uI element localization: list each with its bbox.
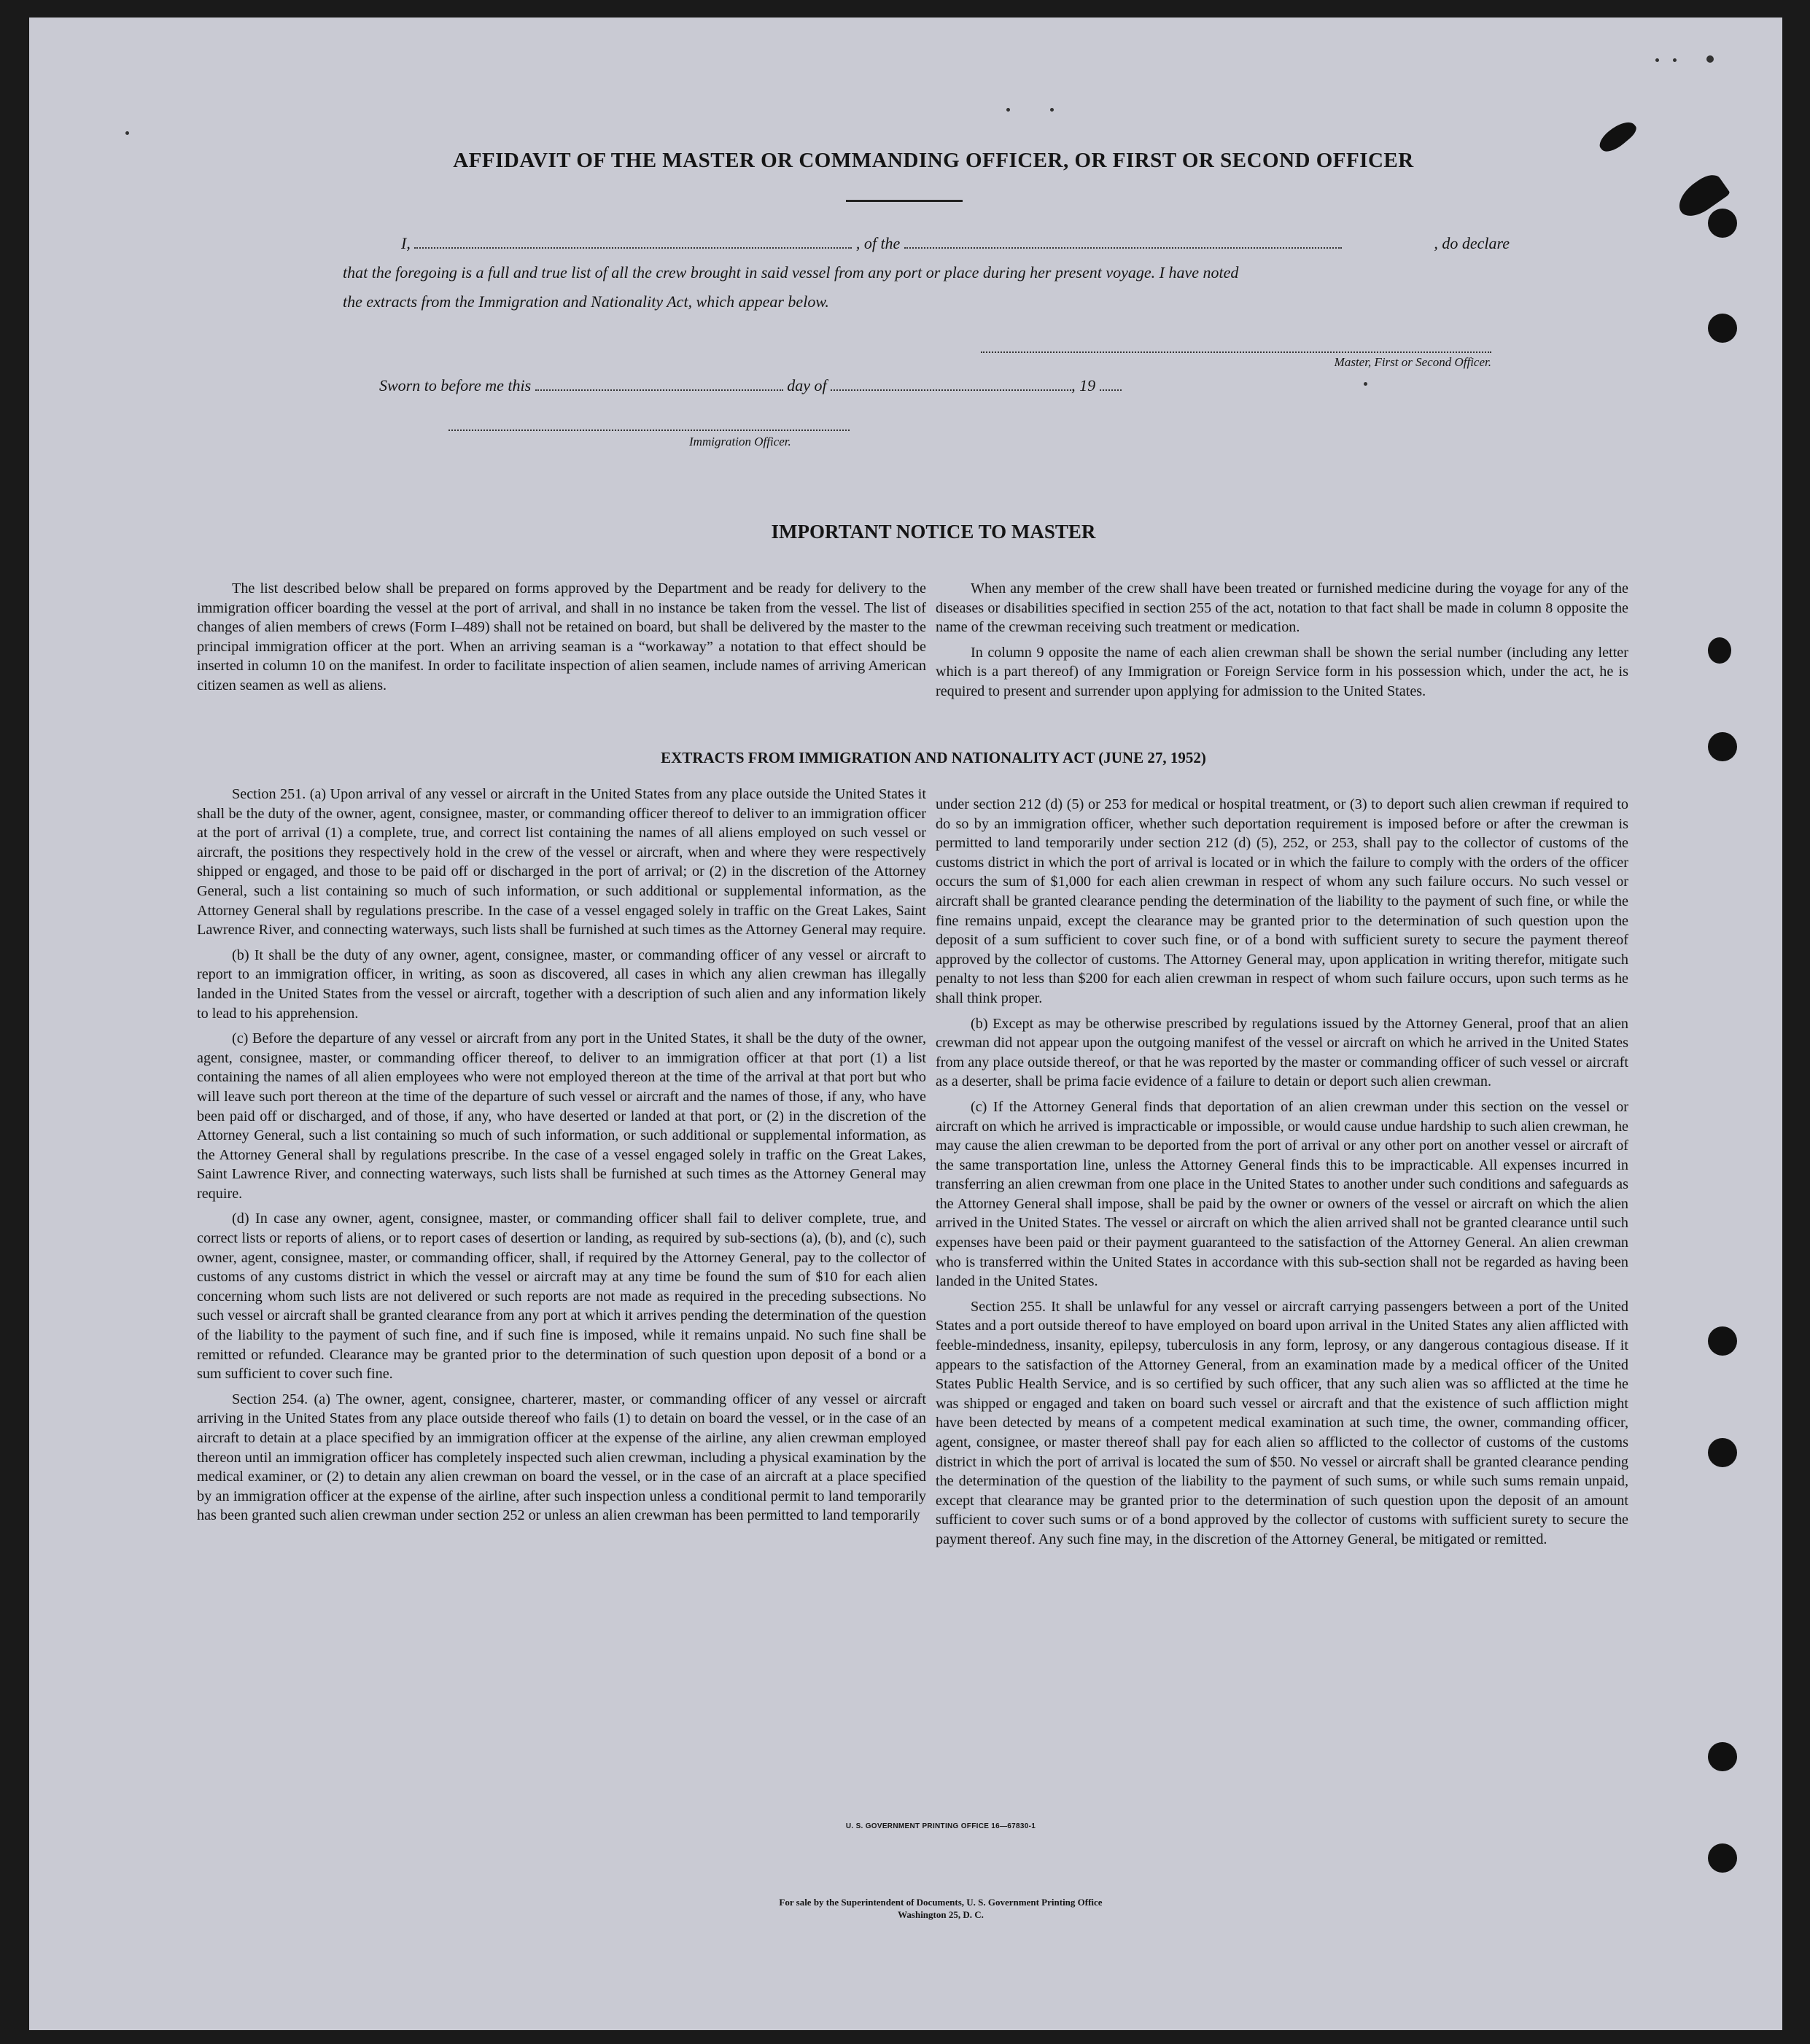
sworn-day-field[interactable] <box>535 376 783 391</box>
affidavit-title: AFFIDAVIT OF THE MASTER OR COMMANDING OFFICER, OR FIRST OR SECOND OFFICER <box>453 149 1414 172</box>
notice-paragraph: The list described below shall be prepared on forms approved by the Department and be ready for delivery to the immigration officer boarding the vessel at the port of arrival, and shall in no instance be taken from the vessel. The list of changes of alien members of crews (Form I–489) shall not be retained on board, but shall be delivered by the master to the principal immigration officer at the port. When an arriving seaman is a “workaway” a notation to that effect should be inserted in column 10 on the manifest. In order to facilitate inspection of alien seamen, include names of arriving American citizen seamen as well as aliens. <box>197 580 926 693</box>
notice-title: IMPORTANT NOTICE TO MASTER <box>771 521 1096 543</box>
sworn-month-field[interactable] <box>831 376 1071 391</box>
statute-paragraph: (c) If the Attorney General finds that deportation of an alien crewman under this section on the vessel or aircraft on which he arrived is impracticable or impossible, or would cause undue hardship to such alien crewman, he may cause the alien crewman to be deported from the port of arrival or any other port on another vessel or aircraft of the same transportation line, unless the Attorney General finds this to be impracticable. All expenses incurred in transferring an alien crewman from one place in the United States to another under such conditions and safeguards as the Attorney General shall impose, shall be paid by the owner or owners of the vessel or aircraft on which the alien arrived in the United States. The vessel or aircraft on which the alien arrived shall not be granted clearance until such expenses have been paid or their payment guaranteed to the satisfaction of the Attorney General. An alien crewman who is transferred within the United States in accordance with this sub-section shall not be regarded as having been landed in the United States. <box>936 1098 1628 1290</box>
name-field[interactable] <box>414 234 852 249</box>
i-label: I, <box>401 234 411 252</box>
declaration-fill-row <box>343 229 1510 258</box>
punch-hole <box>1708 314 1737 343</box>
printing-office-line: U. S. GOVERNMENT PRINTING OFFICE 16—67830-1 <box>845 1822 1036 1830</box>
notice-right-column <box>936 579 1628 707</box>
notice-paragraph: When any member of the crew shall have been treated or furnished medicine during the voyage for any of the diseases or disabilities specified in section 255 of the act, notation to that fact shall be made in column 8 opposite the name of the crewman receiving such treatment or medication. <box>936 580 1628 636</box>
vessel-field[interactable] <box>904 234 1342 249</box>
statute-paragraph: (c) Before the departure of any vessel or aircraft from any port in the United States, it shall be the duty of the owner, agent, consignee, master, or commanding officer thereof, to deliver to an immigration officer at that port (1) a list containing the names of all alien employees who were not employed thereon at the time of the arrival at that port but who will leave such port thereon at the time of the departure of such vessel or aircraft and the names of those, if any, who have been paid off or discharged, and of those, if any, who have deserted or landed at that port, or (2) in the discretion of the Attorney General, such a list containing so much of such information, or such additional or supplemental information, as the Attorney General shall by regulations prescribe. In the case of a vessel engaged solely in traffic on the Great Lakes, Saint Lawrence River, and connecting waterways, such lists shall be furnished at such times as the Attorney General may require. <box>197 1030 926 1202</box>
notice-paragraph: In column 9 opposite the name of each alien crewman shall be shown the serial number (including any letter which is a part thereof) of any Immigration or Foreign Service form in his possession which, under the act, he is required to present and surrender upon applying for admission to the United States. <box>936 644 1628 699</box>
extracts-left-column <box>197 785 926 1531</box>
statute-paragraph: Section 254. (a) The owner, agent, consignee, charterer, master, or commanding officer of any vessel or aircraft arriving in the United States from any place outside thereof who fails (1) to detain on board the vessel, or in the case of an aircraft to detain at a place specified by an immigration officer at the expense of the airline, any alien crewman employed thereon until an immigration officer has completely inspected such alien crewman, including a physical examination by the medical examiner, or (2) to detain any alien crewman on board the vessel, or in the case of an aircraft at a place specified by an immigration officer at the expense of the airline, after such inspection unless a conditional permit to land temporarily has been granted such alien crewman under section 252 or unless an alien crewman has been permitted to land temporarily <box>197 1391 926 1524</box>
extracts-title: EXTRACTS FROM IMMIGRATION AND NATIONALITY ACT (JUNE 27, 1952) <box>661 749 1206 766</box>
binder-tab-mark <box>1596 116 1639 157</box>
declaration-block <box>343 229 1510 316</box>
master-signature-label: Master, First or Second Officer. <box>1334 355 1491 369</box>
do-declare-label: , do declare <box>1434 234 1510 252</box>
title-rule <box>846 200 963 202</box>
ink-speck <box>125 131 129 135</box>
ink-speck <box>1673 58 1677 62</box>
statute-paragraph: Section 255. It shall be unlawful for any vessel or aircraft carrying passengers between a port of the United States and a port outside thereof to have employed on board upon arrival in the United States any alien afflicted with feeble-mindedness, insanity, epilepsy, tuberculosis in any form, leprosy, or any dangerous contagious disease. If it appears to the satisfaction of the Attorney General, from an examination made by a medical officer of the United States Public Health Service, and is so certified by such officer, that any such alien was so afflicted at the time he was shipped or engaged and taken on board such vessel or aircraft and that the existence of such affliction might have been detected by means of a competent medical examination at such time, the owner, commanding officer, agent, consignee, or master thereof shall pay for each alien so afflicted to the collector of customs of the customs district in which the port of arrival is located the sum of $50. No vessel or aircraft shall be granted clearance pending the determination of the question of the liability to the payment of such sums, or while such sums remain unpaid, except that clearance may be granted prior to the determination of such question upon the deposit of an amount sufficient to cover such sums or of a bond approved by the collector of customs with sufficient surety to secure the payment thereof. Any such fine may, in the discretion of the Attorney General, be mitigated or remitted. <box>936 1298 1628 1547</box>
punch-hole <box>1708 209 1737 238</box>
punch-hole <box>1708 1438 1737 1467</box>
immigration-officer-signature-field[interactable] <box>448 430 850 431</box>
ink-speck <box>1364 382 1367 386</box>
footer <box>613 1896 1269 1921</box>
declaration-line-1: that the foregoing is a full and true list of all the crew brought in said vessel from any port or place during her present voyage. I have noted <box>343 263 1239 281</box>
ink-speck <box>1006 108 1010 112</box>
ink-speck <box>1706 55 1714 63</box>
statute-paragraph: (b) Except as may be otherwise prescribed by regulations issued by the Attorney General, proof that an alien crewman did not appear upon the outgoing manifest of the vessel or aircraft on which he arrived in the United States from any place outside thereof, or that he was reported by the master or commanding officer of such vessel or aircraft as a deserter, shall be prima facie evidence of a failure to detain or deport such alien crewman. <box>936 1015 1628 1090</box>
punch-hole <box>1708 1326 1737 1356</box>
punch-hole <box>1708 1742 1737 1771</box>
footer-line-2: Washington 25, D. C. <box>898 1909 984 1920</box>
punch-hole <box>1708 732 1737 761</box>
master-signature-field[interactable] <box>981 351 1491 353</box>
immigration-officer-label: Immigration Officer. <box>689 435 791 448</box>
ink-speck <box>1655 58 1659 62</box>
ink-speck <box>1050 108 1054 112</box>
footer-line-1: For sale by the Superintendent of Documents, U. S. Government Printing Office <box>779 1897 1103 1908</box>
document-page <box>29 18 1782 2030</box>
statute-paragraph: (d) In case any owner, agent, consignee, master, or commanding officer shall fail to deliver complete, true, and correct lists or reports of aliens, or to report cases of desertion or landing, as required by sub-sections (a), (b), and (c), such owner, agent, consignee, master, or commanding officer, shall, if required by the Attorney General, pay to the collector of customs of any customs district in which the vessel or aircraft may at any time be found the sum of $10 for each alien concerning whom such lists are not delivered or such reports are not made as required in the preceding subsections. No such vessel or aircraft shall be granted clearance from any port at which it arrives pending the determination of the question of the liability to the payment of such fine, and if such fine is imposed, while it remains unpaid. No such fine shall be remitted or refunded. Clearance may be granted prior to the determination of such question upon deposit of a bond or a sum sufficient to cover such fine. <box>197 1211 926 1383</box>
year-label: , 19 <box>1071 376 1096 395</box>
statute-paragraph: under section 212 (d) (5) or 253 for medical or hospital treatment, or (3) to deport such alien crewman if required to do so by an immigration officer, whether such deportation requirement is imposed before or after the crewman is permitted to land temporarily under section 212 (d) (5), 252, or 253, shall pay to the collector of customs of the customs district in which the port of arrival is located or in which the failure to comply with the orders of the officer occurs the sum of $1,000 for each alien crewman in respect of whom any such failure occurs. No such vessel or aircraft shall be granted clearance pending the determination of the liability to the payment of such fine, or while the fine remains unpaid, except the clearance may be granted prior to the determination of such question upon the deposit of a sum sufficient to cover such fine, or of a bond with sufficient surety to secure the payment thereof approved by the collector of customs. The Attorney General may, upon application in writing therefor, mitigate such penalty to not less than $200 for each alien crewman in respect of whom such failure occurs, upon such terms as he shall think proper. <box>936 796 1628 1006</box>
extracts-right-column <box>936 795 1628 1555</box>
sworn-row <box>379 376 1254 395</box>
sworn-year-field[interactable] <box>1100 376 1122 391</box>
day-of-label: day of <box>787 376 827 395</box>
of-the-label: , of the <box>855 234 901 252</box>
statute-paragraph: (b) It shall be the duty of any owner, agent, consignee, master, or commanding officer of any vessel or aircraft to report to an immigration officer, in writing, as soon as discovered, all cases in which any alien crewman has illegally landed in the United States from the vessel or aircraft, together with a description of such alien and any information likely to lead to his apprehension. <box>197 947 926 1022</box>
punch-hole <box>1708 1843 1737 1873</box>
declaration-line-2: the extracts from the Immigration and Nationality Act, which appear below. <box>343 292 829 311</box>
punch-hole <box>1708 637 1731 664</box>
statute-paragraph: Section 251. (a) Upon arrival of any vessel or aircraft in the United States from any place outside the United States it shall be the duty of the owner, agent, consignee, master, or commanding officer thereof to deliver to an immigration officer at the port of arrival (1) a complete, true, and correct list containing the names of all aliens employed on such vessel or aircraft, the positions they respectively hold in the crew of the vessel or aircraft, when and where they were respectively shipped or engaged, and those to be paid off or discharged in the port of arrival; or (2) in the discretion of the Attorney General, such a list containing so much of such information, or such additional or supplemental information, as the Attorney General shall by regulations prescribe. In the case of a vessel engaged solely in traffic on the Great Lakes, Saint Lawrence River, and connecting waterways, such lists shall be furnished at such times as the Attorney General may require. <box>197 786 926 939</box>
sworn-label: Sworn to before me this <box>379 376 532 395</box>
notice-left-column <box>197 579 926 702</box>
